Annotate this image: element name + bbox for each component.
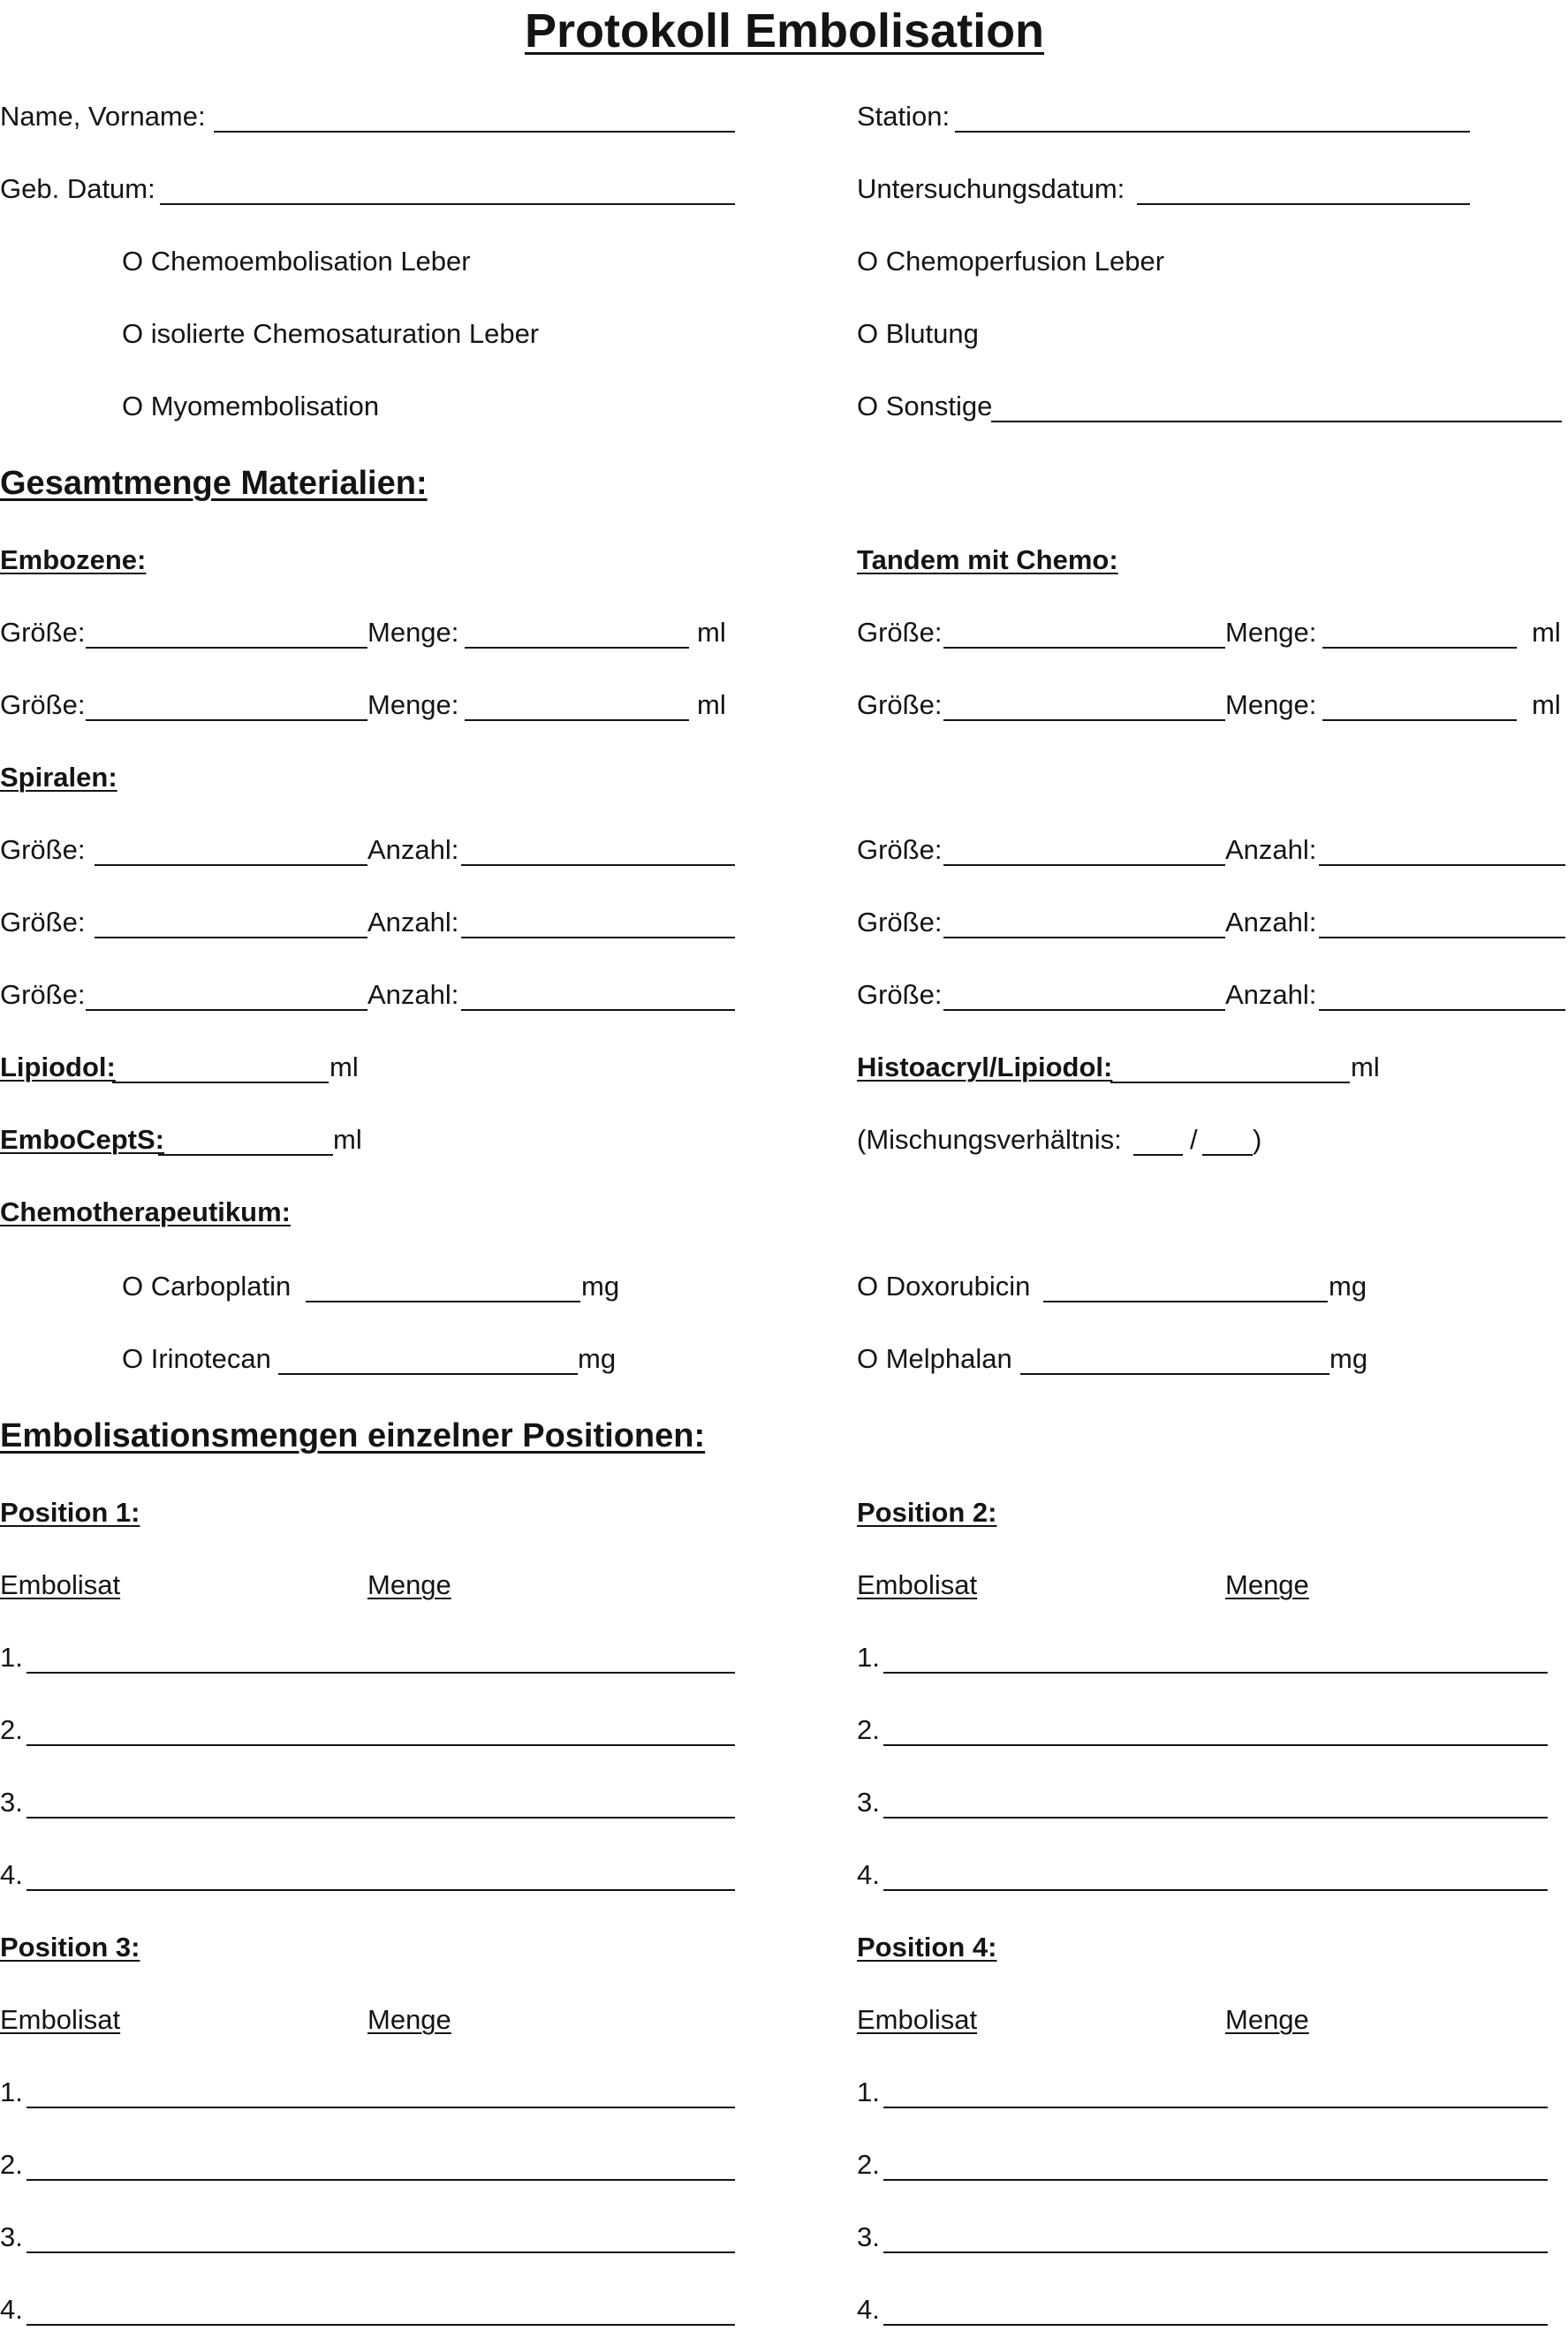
- embocepts-unit: ml: [333, 1124, 362, 1155]
- mixing-close: ): [1253, 1124, 1262, 1155]
- option-myoembolisation[interactable]: O Myomembolisation: [122, 391, 380, 421]
- spiralen-count-label: Anzahl:: [367, 834, 459, 865]
- spiralen-size-label: Größe:: [0, 907, 86, 938]
- positions-heading: Embolisationsmengen einzelner Positionen:: [0, 1417, 706, 1454]
- spiralen-count-label: Anzahl:: [1225, 834, 1317, 865]
- tandem-size-field[interactable]: [943, 719, 1225, 721]
- page-title: Protokoll Embolisation: [525, 4, 1045, 57]
- position-2-row-number: 4.: [857, 1859, 880, 1890]
- position-2-row-number: 2.: [857, 1714, 880, 1745]
- exam-date-field[interactable]: [1137, 203, 1470, 205]
- position-2-row-field[interactable]: [883, 1672, 1548, 1674]
- position-3-row-field[interactable]: [27, 2179, 735, 2181]
- position-3-row-field[interactable]: [27, 2324, 735, 2326]
- position-3-col-menge: Menge: [367, 2004, 451, 2035]
- tandem-heading: Tandem mit Chemo:: [857, 544, 1118, 575]
- position-2-row-number: 1.: [857, 1642, 880, 1673]
- spiralen-count-field[interactable]: [1319, 1009, 1565, 1011]
- melphalan-unit: mg: [1329, 1343, 1368, 1374]
- position-3-row-field[interactable]: [27, 2251, 735, 2253]
- tandem-amount-label: Menge:: [1225, 617, 1317, 648]
- position-1-row-field[interactable]: [27, 1672, 735, 1674]
- embozene-size-field[interactable]: [86, 719, 367, 721]
- option-irinotecan[interactable]: O Irinotecan: [122, 1343, 271, 1374]
- histoacryl-unit: ml: [1351, 1052, 1380, 1082]
- lipiodol-unit: ml: [330, 1052, 359, 1082]
- position-3-row-number: 3.: [0, 2221, 23, 2252]
- option-carboplatin[interactable]: O Carboplatin: [122, 1271, 292, 1302]
- station-field[interactable]: [955, 131, 1470, 133]
- spiralen-size-field[interactable]: [86, 1009, 367, 1011]
- position-1-col-menge: Menge: [367, 1569, 451, 1600]
- spiralen-size-label: Größe:: [0, 834, 86, 865]
- position-1-row-number: 4.: [0, 1859, 23, 1890]
- chemo-heading: Chemotherapeutikum:: [0, 1196, 291, 1227]
- position-2-row-field[interactable]: [883, 1889, 1548, 1891]
- embozene-unit: ml: [697, 617, 726, 648]
- birthdate-label: Geb. Datum:: [0, 173, 155, 204]
- spiralen-count-label: Anzahl:: [367, 979, 459, 1010]
- position-2-col-embolisat: Embolisat: [857, 1569, 978, 1600]
- position-1-row-number: 3.: [0, 1787, 23, 1818]
- embozene-amount-label: Menge:: [367, 617, 459, 648]
- embozene-amount-label: Menge:: [367, 689, 459, 720]
- spiralen-count-label: Anzahl:: [1225, 979, 1317, 1010]
- position-4-row-field[interactable]: [883, 2251, 1548, 2253]
- mixing-label: (Mischungsverhältnis:: [857, 1124, 1122, 1155]
- embocepts-label: EmboCeptS:: [0, 1124, 164, 1155]
- position-2-label: Position 2:: [857, 1497, 997, 1528]
- lipiodol-field[interactable]: [112, 1082, 329, 1083]
- position-1-col-embolisat: Embolisat: [0, 1569, 121, 1600]
- mixing-separator: /: [1190, 1124, 1198, 1155]
- position-4-row-field[interactable]: [883, 2179, 1548, 2181]
- embozene-heading: Embozene:: [0, 544, 147, 575]
- option-doxorubicin[interactable]: O Doxorubicin: [857, 1271, 1031, 1302]
- option-chemoperfusion[interactable]: O Chemoperfusion Leber: [857, 246, 1165, 277]
- position-2-col-menge: Menge: [1225, 1569, 1309, 1600]
- spiralen-count-field[interactable]: [461, 864, 735, 866]
- position-1-row-field[interactable]: [27, 1817, 735, 1818]
- spiralen-count-label: Anzahl:: [367, 907, 459, 938]
- position-4-col-menge: Menge: [1225, 2004, 1309, 2035]
- position-4-row-field[interactable]: [883, 2324, 1548, 2326]
- option-chemoembolisation[interactable]: O Chemoembolisation Leber: [122, 246, 471, 277]
- position-4-col-embolisat: Embolisat: [857, 2004, 978, 2035]
- position-3-col-embolisat: Embolisat: [0, 2004, 121, 2035]
- tandem-size-label: Größe:: [857, 689, 943, 720]
- spiralen-size-field[interactable]: [943, 937, 1225, 938]
- embozene-size-field[interactable]: [86, 647, 367, 649]
- position-4-row-number: 2.: [857, 2149, 880, 2180]
- spiralen-size-field[interactable]: [95, 864, 367, 866]
- position-2-row-field[interactable]: [883, 1744, 1548, 1746]
- embozene-size-label: Größe:: [0, 689, 86, 720]
- spiralen-heading: Spiralen:: [0, 762, 117, 793]
- position-4-row-number: 3.: [857, 2221, 880, 2252]
- position-1-row-number: 1.: [0, 1642, 23, 1673]
- embozene-amount-field[interactable]: [465, 719, 689, 721]
- melphalan-field[interactable]: [1020, 1373, 1329, 1375]
- option-chemosaturation[interactable]: O isolierte Chemosaturation Leber: [122, 318, 540, 349]
- doxorubicin-unit: mg: [1329, 1271, 1367, 1302]
- mixing-field-b[interactable]: [1202, 1154, 1253, 1156]
- position-1-label: Position 1:: [0, 1497, 140, 1528]
- sonstige-field[interactable]: [991, 421, 1562, 422]
- position-3-row-field[interactable]: [27, 2107, 735, 2108]
- embozene-amount-field[interactable]: [465, 647, 689, 649]
- exam-date-label: Untersuchungsdatum:: [857, 173, 1125, 204]
- option-sonstige[interactable]: O Sonstige: [857, 391, 993, 421]
- tandem-amount-label: Menge:: [1225, 689, 1317, 720]
- spiralen-size-label: Größe:: [857, 834, 943, 865]
- spiralen-size-field[interactable]: [95, 937, 367, 938]
- position-4-row-field[interactable]: [883, 2107, 1548, 2108]
- spiralen-count-field[interactable]: [1319, 864, 1565, 866]
- carboplatin-unit: mg: [581, 1271, 620, 1302]
- histoacryl-field[interactable]: [1110, 1082, 1350, 1083]
- spiralen-size-label: Größe:: [857, 907, 943, 938]
- irinotecan-unit: mg: [578, 1343, 617, 1374]
- option-melphalan[interactable]: O Melphalan: [857, 1343, 1012, 1374]
- name-field[interactable]: [214, 131, 735, 133]
- tandem-size-label: Größe:: [857, 617, 943, 648]
- position-4-label: Position 4:: [857, 1932, 997, 1963]
- position-1-row-field[interactable]: [27, 1889, 735, 1891]
- irinotecan-field[interactable]: [278, 1373, 578, 1375]
- spiralen-count-label: Anzahl:: [1225, 907, 1317, 938]
- carboplatin-field[interactable]: [306, 1301, 580, 1302]
- histoacryl-label: Histoacryl/Lipiodol:: [857, 1052, 1113, 1082]
- position-3-row-number: 2.: [0, 2149, 23, 2180]
- position-3-label: Position 3:: [0, 1932, 140, 1963]
- position-1-row-field[interactable]: [27, 1744, 735, 1746]
- position-2-row-field[interactable]: [883, 1817, 1548, 1818]
- spiralen-size-field[interactable]: [943, 1009, 1225, 1011]
- position-3-row-number: 4.: [0, 2294, 23, 2325]
- tandem-amount-field[interactable]: [1322, 719, 1517, 721]
- position-2-row-number: 3.: [857, 1787, 880, 1818]
- mixing-field-a[interactable]: [1133, 1154, 1183, 1156]
- birthdate-field[interactable]: [160, 203, 735, 205]
- position-4-row-number: 1.: [857, 2077, 880, 2107]
- spiralen-count-field[interactable]: [461, 937, 735, 938]
- lipiodol-label: Lipiodol:: [0, 1052, 116, 1082]
- spiralen-size-label: Größe:: [0, 979, 86, 1010]
- spiralen-size-field[interactable]: [943, 864, 1225, 866]
- tandem-unit: ml: [1532, 617, 1561, 648]
- position-3-row-number: 1.: [0, 2077, 23, 2107]
- doxorubicin-field[interactable]: [1043, 1301, 1328, 1302]
- spiralen-size-label: Größe:: [857, 979, 943, 1010]
- spiralen-count-field[interactable]: [1319, 937, 1565, 938]
- tandem-amount-field[interactable]: [1322, 647, 1517, 649]
- tandem-size-field[interactable]: [943, 647, 1225, 649]
- materials-heading: Gesamtmenge Materialien:: [0, 465, 428, 502]
- name-label: Name, Vorname:: [0, 101, 206, 132]
- position-1-row-number: 2.: [0, 1714, 23, 1745]
- option-blutung[interactable]: O Blutung: [857, 318, 979, 349]
- embozene-unit: ml: [697, 689, 726, 720]
- tandem-unit: ml: [1532, 689, 1561, 720]
- position-4-row-number: 4.: [857, 2294, 880, 2325]
- embozene-size-label: Größe:: [0, 617, 86, 648]
- embocepts-field[interactable]: [158, 1154, 333, 1156]
- spiralen-count-field[interactable]: [461, 1009, 735, 1011]
- station-label: Station:: [857, 101, 951, 132]
